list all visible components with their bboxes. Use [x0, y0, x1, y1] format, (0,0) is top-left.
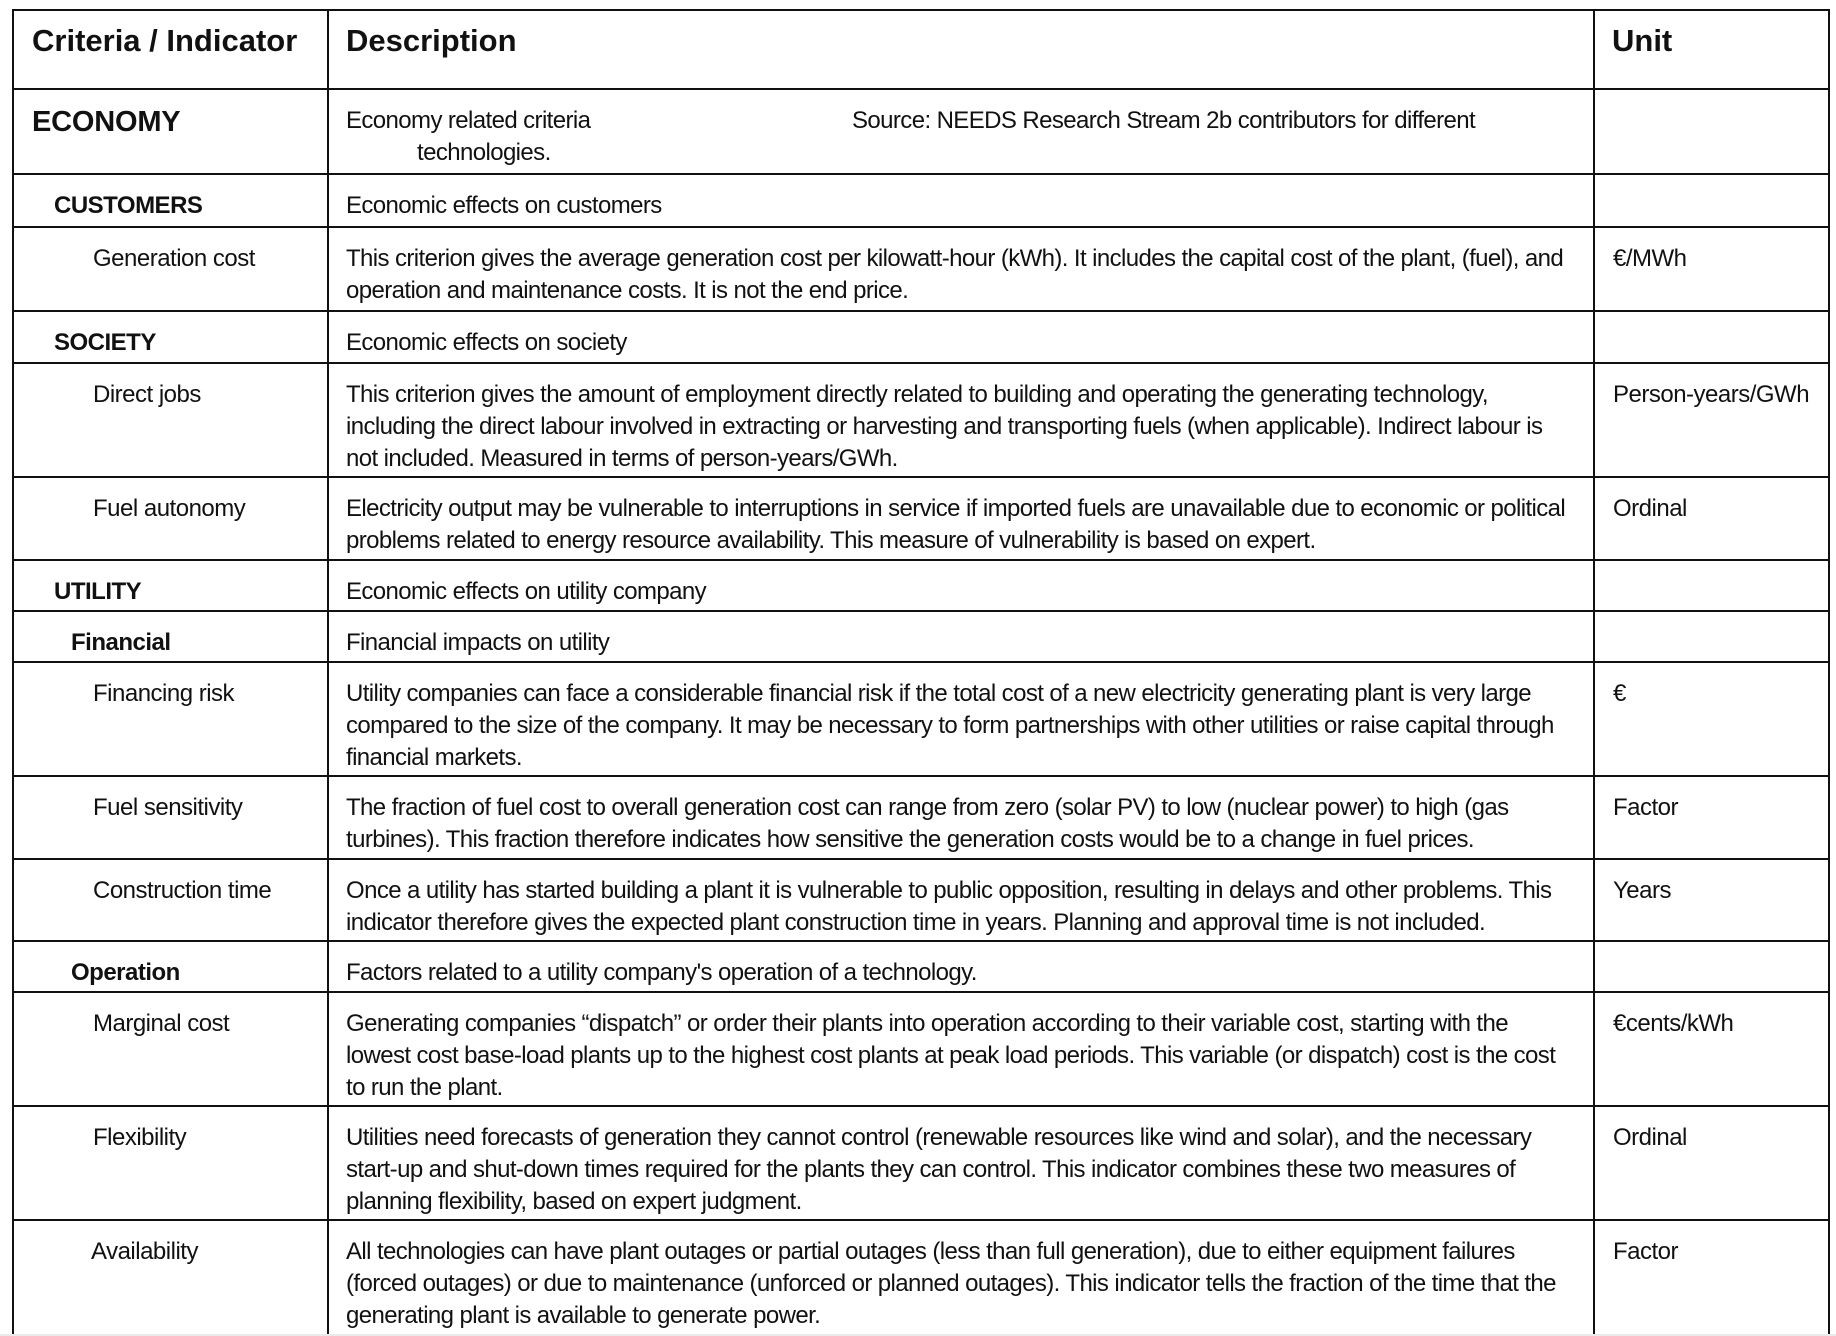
unit-cell	[1594, 560, 1829, 611]
criteria-cell: Financial	[13, 611, 328, 662]
table-row	[13, 859, 1829, 941]
description-cell: Economic effects on utility company	[328, 560, 1594, 611]
unit-cell	[1594, 311, 1829, 363]
criteria-cell: Financing risk	[13, 662, 328, 776]
table-row	[13, 560, 1829, 611]
header-row	[13, 10, 1829, 89]
header-criteria: Criteria / Indicator	[13, 10, 328, 89]
source-note: Source: NEEDS Research Stream 2b contributors for different	[852, 107, 1476, 134]
unit-cell	[1594, 174, 1829, 227]
table-row	[13, 174, 1829, 227]
description-cell: Financial impacts on utility	[328, 611, 1594, 662]
description-cell: Utility companies can face a considerable financial risk if the total cost of a new electricity generating plant is very large compared to the size of the company. It may be necessary to form partnerships with other utilities or raise capital through financial markets.	[328, 662, 1594, 776]
description-cell: This criterion gives the amount of employment directly related to building and operating the generating technology, including the direct labour involved in extracting or harvesting and transporting fuels (when applicable). Indirect labour is not included. Measured in terms of person-years/GWh.	[328, 363, 1594, 477]
table-row	[13, 311, 1829, 363]
table-row	[13, 662, 1829, 776]
description-continuation: technologies.	[417, 139, 551, 166]
criteria-cell: Fuel sensitivity	[13, 776, 328, 859]
description-cell: Utilities need forecasts of generation they cannot control (renewable resources like wind and solar), and the necessary start-up and shut-down times required for the plants they can control. This indicator combines these two measures of planning flexibility, based on expert judgment.	[328, 1106, 1594, 1220]
unit-cell: Factor	[1594, 1220, 1829, 1335]
table-row-economy	[13, 89, 1829, 174]
description-cell: This criterion gives the average generation cost per kilowatt-hour (kWh). It includes the capital cost of the plant, (fuel), and operation and maintenance costs. It is not the end price.	[328, 227, 1594, 311]
criteria-cell: Availability	[13, 1220, 328, 1335]
unit-cell	[1594, 611, 1829, 662]
criteria-cell: SOCIETY	[13, 311, 328, 363]
unit-cell: Person-years/GWh	[1594, 363, 1829, 477]
unit-cell: Factor	[1594, 776, 1829, 859]
table-row	[13, 363, 1829, 477]
description-cell: Electricity output may be vulnerable to interruptions in service if imported fuels are unavailable due to economic or political problems related to energy resource availability. This measure of vulnerability is based on expert.	[328, 477, 1594, 560]
criteria-cell: CUSTOMERS	[13, 174, 328, 227]
unit-cell: Years	[1594, 859, 1829, 941]
description-cell: The fraction of fuel cost to overall generation cost can range from zero (solar PV) to low (nuclear power) to high (gas turbines). This fraction therefore indicates how sensitive the generation costs would be to a change in fuel prices.	[328, 776, 1594, 859]
criteria-cell: Direct jobs	[13, 363, 328, 477]
description-cell	[328, 89, 1594, 174]
header-description: Description	[328, 10, 1594, 89]
criteria-cell: ECONOMY	[13, 89, 328, 174]
description-cell: Generating companies “dispatch” or order their plants into operation according to their variable cost, starting with the lowest cost base-load plants up to the highest cost plants at peak load periods. This variable (or dispatch) cost is the cost to run the plant.	[328, 992, 1594, 1106]
description-cell: Economic effects on society	[328, 311, 1594, 363]
criteria-cell: Fuel autonomy	[13, 477, 328, 560]
description-cell: All technologies can have plant outages or partial outages (less than full generation), due to either equipment failures (forced outages) or due to maintenance (unforced or planned outages). This indicator tells the fraction of the time that the generating plant is available to generate power.	[328, 1220, 1594, 1335]
unit-cell	[1594, 941, 1829, 992]
description-cell: Factors related to a utility company's operation of a technology.	[328, 941, 1594, 992]
unit-cell: €/MWh	[1594, 227, 1829, 311]
criteria-cell: Generation cost	[13, 227, 328, 311]
unit-cell: Ordinal	[1594, 477, 1829, 560]
unit-cell: €cents/kWh	[1594, 992, 1829, 1106]
description-cell: Once a utility has started building a plant it is vulnerable to public opposition, resulting in delays and other problems. This indicator therefore gives the expected plant construction time in years. Planning and approval time is not included.	[328, 859, 1594, 941]
table-row	[13, 992, 1829, 1106]
unit-cell: €	[1594, 662, 1829, 776]
table-row	[13, 227, 1829, 311]
unit-cell: Ordinal	[1594, 1106, 1829, 1220]
table-row	[13, 1220, 1829, 1335]
table-row	[13, 776, 1829, 859]
criteria-cell: Construction time	[13, 859, 328, 941]
table-row	[13, 941, 1829, 992]
unit-cell	[1594, 89, 1829, 174]
header-unit: Unit	[1594, 10, 1829, 89]
criteria-cell: Flexibility	[13, 1106, 328, 1220]
table-row	[13, 1106, 1829, 1220]
description-text: Economy related criteria	[346, 107, 591, 134]
table-row	[13, 477, 1829, 560]
criteria-table	[12, 9, 1830, 1336]
criteria-cell: UTILITY	[13, 560, 328, 611]
criteria-cell: Operation	[13, 941, 328, 992]
table-row	[13, 611, 1829, 662]
description-cell: Economic effects on customers	[328, 174, 1594, 227]
criteria-cell: Marginal cost	[13, 992, 328, 1106]
